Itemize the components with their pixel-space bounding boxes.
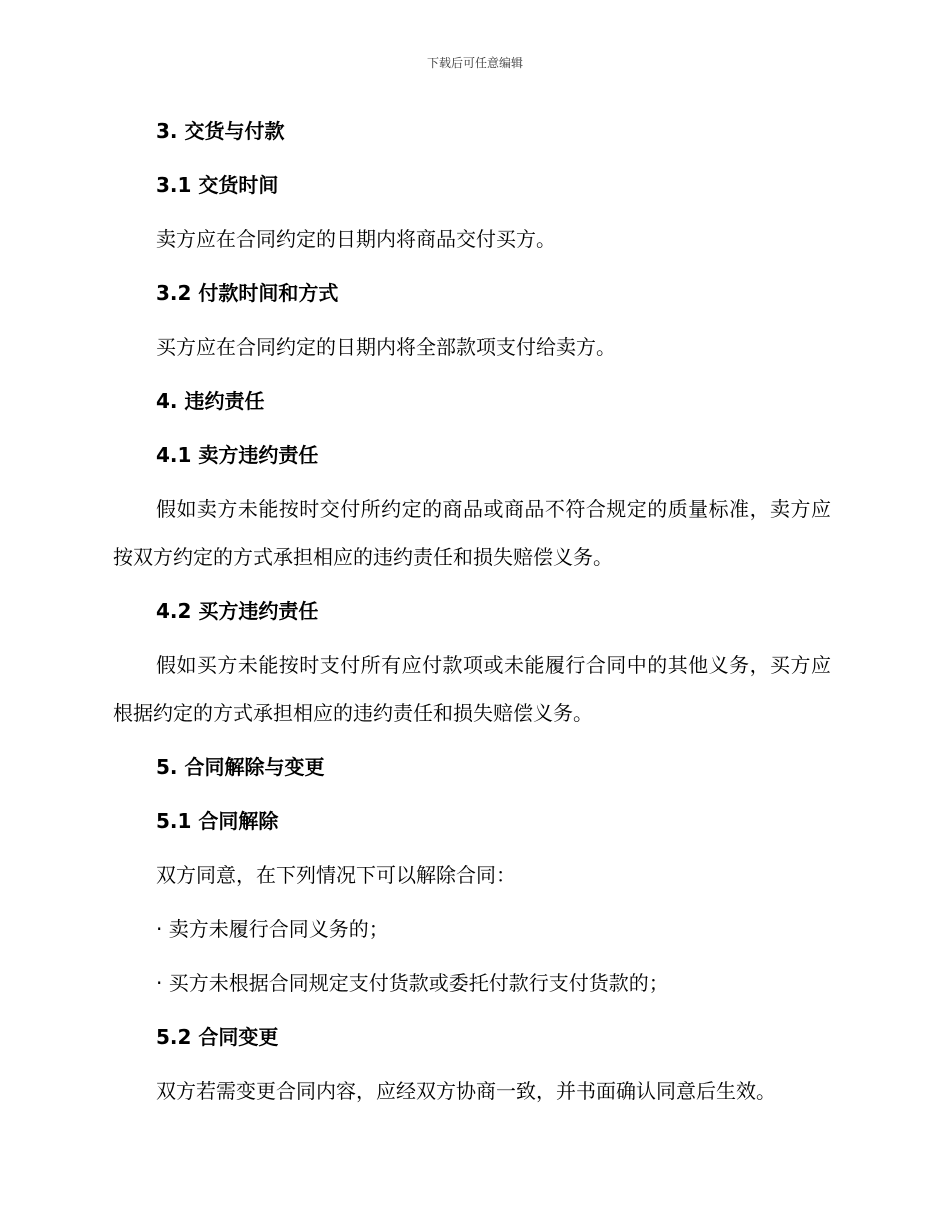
list-item: · 卖方未履行合同义务的； — [156, 917, 389, 941]
section-3-1-text: 卖方应在合同约定的日期内将商品交付买方。 — [156, 227, 556, 251]
section-5-title: 5. 合同解除与变更 — [156, 755, 325, 779]
section-5-1-text: 双方同意，在下列情况下可以解除合同： — [156, 863, 516, 887]
section-4-title: 4. 违约责任 — [156, 389, 265, 413]
section-3-1-title: 3.1 交货时间 — [156, 173, 279, 197]
section-5-1-title: 5.1 合同解除 — [156, 809, 279, 833]
section-4-1-title: 4.1 卖方违约责任 — [156, 443, 319, 467]
section-3-title: 3. 交货与付款 — [156, 119, 285, 143]
section-4-2-text: 假如买方未能按时支付所有应付款项或未能履行合同中的其他义务，买方应根据约定的方式承担相应的违约责任和损失赔偿义务。 — [113, 653, 831, 725]
document-body — [113, 104, 831, 1118]
list-item: · 买方未根据合同规定支付货款或委托付款行支付货款的； — [156, 971, 669, 995]
section-4-1-text: 假如卖方未能按时交付所约定的商品或商品不符合规定的质量标准，卖方应按双方约定的方式承担相应的违约责任和损失赔偿义务。 — [113, 497, 831, 569]
section-3-2-title: 3.2 付款时间和方式 — [156, 281, 339, 305]
section-5-2-title: 5.2 合同变更 — [156, 1025, 279, 1049]
section-5-2-text: 双方若需变更合同内容，应经双方协商一致，并书面确认同意后生效。 — [156, 1079, 776, 1103]
section-3-2-text: 买方应在合同约定的日期内将全部款项支付给卖方。 — [156, 335, 616, 359]
page-header: 下载后可任意编辑 — [426, 56, 523, 70]
section-4-2-title: 4.2 买方违约责任 — [156, 599, 319, 623]
